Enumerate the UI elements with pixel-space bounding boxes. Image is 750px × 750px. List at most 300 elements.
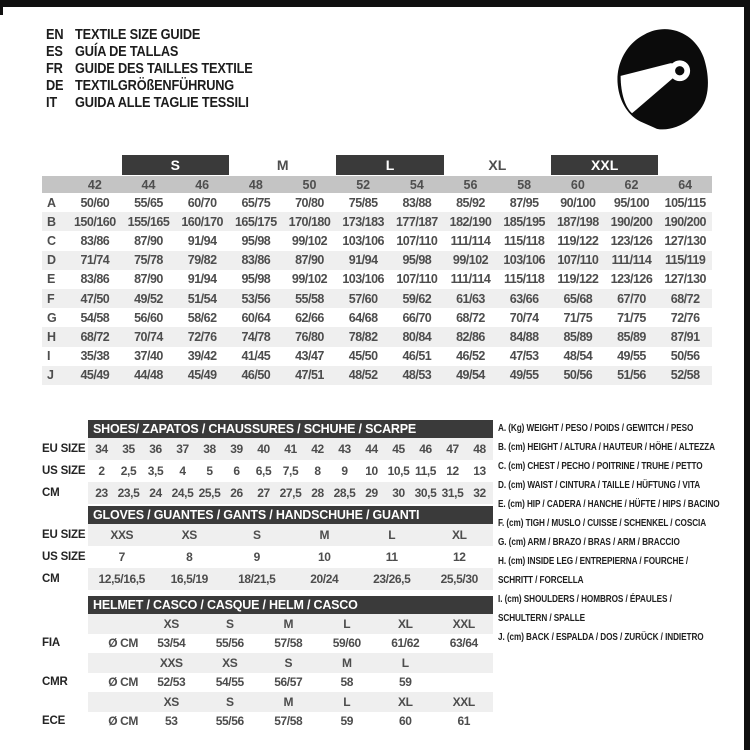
section-title: HELMET / CASCO / CASQUE / HELM / CASCO [88, 596, 493, 614]
cell-value: 36 [142, 438, 169, 460]
size-table-row [42, 251, 712, 270]
size-value: 68/72 [670, 291, 700, 306]
legend-line: E. (cm) HIP / CADERA / HANCHE / HÜFTE / HIPS / BACINO [498, 498, 720, 510]
cell-value: 5 [206, 464, 213, 478]
size-value: 66/70 [402, 310, 432, 325]
size-value: 103/106 [342, 272, 384, 287]
row-label: US SIZE [42, 465, 86, 477]
section-header-row [42, 420, 493, 438]
size-value: 61/63 [456, 291, 485, 306]
cell-value: 11,5 [414, 464, 437, 478]
size-group-s: S [122, 155, 229, 175]
cell-value: 45 [385, 438, 412, 460]
cell-value: 12,5/16,5 [88, 568, 156, 590]
size-value: 155/165 [127, 214, 170, 229]
legend-item [498, 476, 748, 495]
legend-item [498, 590, 748, 628]
language-list [46, 27, 253, 112]
helmet-size-label: M [318, 653, 377, 673]
size-value: 65/68 [563, 291, 593, 306]
cell-value: 25,5/30 [426, 568, 494, 590]
cell-value: L [358, 524, 426, 546]
size-value: 83/88 [402, 195, 432, 210]
cell-value: 16,5/19 [156, 568, 224, 590]
size-value: 91/94 [348, 253, 378, 268]
table-row [42, 482, 493, 504]
cell-value: 8 [186, 550, 193, 564]
helmet-value: 52/53 [157, 675, 186, 690]
section-title: SHOES/ ZAPATOS / CHAUSSURES / SCHUHE / SCARPE [88, 420, 493, 438]
size-value: 115/119 [665, 253, 706, 268]
size-value: 87/90 [134, 272, 163, 287]
helmet-value-row [42, 673, 493, 693]
helmet-section [42, 596, 493, 731]
row-letter: F [47, 291, 55, 306]
language-code: IT [46, 95, 57, 111]
cell-value: 27 [250, 482, 277, 504]
size-value: 173/183 [342, 214, 384, 229]
size-value: 87/90 [295, 253, 324, 268]
cell-value: 38 [196, 438, 223, 460]
legend-item [498, 628, 748, 647]
size-table-row [42, 193, 712, 212]
size-value: 84/88 [509, 329, 539, 344]
row-letter: A [47, 195, 57, 210]
size-value: 68/72 [80, 329, 110, 344]
size-value: 190/200 [610, 214, 653, 229]
size-value: 56/60 [134, 310, 163, 325]
size-table-row [42, 366, 712, 385]
size-column-header: 42 [87, 177, 102, 192]
size-table [42, 154, 712, 385]
size-group-m: M [276, 157, 289, 173]
section-header-row [42, 596, 493, 614]
helmet-size-label: XS [142, 614, 201, 634]
size-value: 60/64 [241, 310, 271, 325]
cell-value: 32 [466, 482, 493, 504]
helmet-size-label: L [318, 614, 377, 634]
legend-line: C. (cm) CHEST / PECHO / POITRINE / TRUHE / PETTO [498, 460, 703, 472]
helmet-value: 54/55 [215, 675, 244, 690]
helmet-value: 55/56 [215, 714, 244, 729]
helmet-value: 59 [340, 714, 354, 729]
size-value: 170/180 [288, 214, 331, 229]
cell-value: 20/24 [291, 568, 359, 590]
cell-value: 44 [358, 438, 385, 460]
helmet-size-label: XS [201, 653, 260, 673]
spacer [88, 692, 142, 712]
size-value: 70/80 [295, 195, 324, 210]
size-value: 71/74 [80, 253, 110, 268]
size-value: 45/49 [80, 368, 110, 383]
legend-line: SCHULTERN / SPALLE [498, 612, 586, 624]
size-value: 107/110 [557, 253, 599, 268]
cell-value: 39 [223, 438, 250, 460]
size-value: 55/58 [295, 291, 324, 306]
size-value: 111/114 [611, 253, 652, 268]
size-value: 50/56 [563, 368, 593, 383]
size-column-header: 58 [517, 177, 532, 192]
legend-line: B. (cm) HEIGHT / ALTURA / HAUTEUR / HÖHE / ALTEZZA [498, 441, 715, 453]
size-value: 75/85 [348, 195, 378, 210]
legend-line: F. (cm) TIGH / MUSLO / CUISSE / SCHENKEL / COSCIA [498, 517, 707, 529]
cell-value: 30 [385, 482, 412, 504]
language-row [46, 61, 253, 78]
helmet-value-row [42, 634, 493, 654]
legend-line: H. (cm) INSIDE LEG / ENTREPIERNA / FOURCHE / [498, 555, 689, 567]
size-value: 177/187 [395, 214, 438, 229]
cell-value: 34 [88, 438, 115, 460]
helmet-size-label: M [259, 614, 318, 634]
table-row [42, 568, 493, 590]
size-value: 79/82 [187, 253, 217, 268]
cell-value: 7,5 [282, 464, 299, 478]
size-value: 64/68 [348, 310, 378, 325]
size-value: 165/175 [234, 214, 277, 229]
cell-value: 8 [314, 464, 321, 478]
size-value: 82/86 [456, 329, 485, 344]
size-value: 83/86 [241, 253, 271, 268]
helmet-value: 53 [164, 714, 178, 729]
size-value: 87/91 [670, 329, 700, 344]
helmet-icon [607, 22, 711, 134]
size-value: 71/75 [563, 310, 593, 325]
helmet-value: 57/58 [274, 636, 303, 651]
size-value: 95/98 [402, 253, 432, 268]
size-table-row [42, 231, 712, 250]
size-value: 85/89 [563, 329, 593, 344]
size-value: 83/86 [80, 272, 110, 287]
cell-value: 10 [365, 464, 378, 478]
cell-value: S [223, 524, 291, 546]
cell-value: M [291, 524, 359, 546]
cell-value: 18/21,5 [223, 568, 291, 590]
cell-value: 29 [358, 482, 385, 504]
helmet-value: 61 [457, 714, 471, 729]
size-value: 46/51 [402, 349, 432, 364]
helmet-size-label: XXS [142, 653, 201, 673]
helmet-value: 60 [398, 714, 412, 729]
size-value: 115/118 [504, 233, 545, 248]
size-value: 190/200 [664, 214, 706, 229]
size-table-row [42, 270, 712, 289]
language-label: TEXTILGRÖßENFÜHRUNG [75, 78, 235, 94]
size-value: 103/106 [503, 253, 545, 268]
size-value: 35/38 [80, 349, 110, 364]
standard-label: ECE [42, 715, 66, 728]
size-value: 111/114 [450, 272, 491, 287]
row-letter: H [47, 329, 57, 344]
cell-value: 31,5 [439, 482, 466, 504]
size-value: 91/94 [187, 233, 217, 248]
cell-value: 10 [317, 550, 331, 564]
size-value: 58/62 [187, 310, 217, 325]
size-value: 51/54 [187, 291, 217, 306]
cell-value: 6 [233, 464, 240, 478]
size-value: 68/72 [456, 310, 485, 325]
size-value: 70/74 [134, 329, 163, 344]
size-value: 83/86 [80, 233, 110, 248]
cell-value: 6,5 [255, 464, 272, 478]
size-value: 48/52 [348, 368, 378, 383]
helmet-value: 59/60 [332, 636, 361, 651]
row-label: CM [42, 487, 60, 499]
cell-value: 43 [331, 438, 358, 460]
language-label: GUÍA DE TALLAS [75, 44, 179, 60]
cell-value: XXS [88, 524, 156, 546]
size-value: 52/58 [670, 368, 700, 383]
helmet-size-label [435, 653, 494, 673]
helmet-size-label: L [318, 692, 377, 712]
size-value: 57/60 [348, 291, 378, 306]
legend-item [498, 514, 748, 533]
language-label: TEXTILE SIZE GUIDE [75, 27, 201, 43]
language-label: GUIDE DES TAILLES TEXTILE [75, 61, 253, 77]
size-value: 41/45 [241, 349, 271, 364]
helmet-size-label: S [201, 614, 260, 634]
cell-value: 28 [304, 482, 331, 504]
cell-value: 10,5 [387, 464, 410, 478]
legend-line: G. (cm) ARM / BRAZO / BRAS / ARM / BRACCIO [498, 536, 680, 548]
legend-item [498, 552, 748, 590]
size-table-row [42, 347, 712, 366]
table-row [42, 546, 493, 568]
language-code: FR [46, 61, 63, 77]
size-value: 160/170 [181, 214, 223, 229]
cell-value: 9 [253, 550, 260, 564]
language-row [46, 44, 253, 61]
size-value: 99/102 [291, 233, 328, 248]
size-value: 54/58 [80, 310, 110, 325]
diameter-label: Ø CM [108, 636, 138, 651]
helmet-size-label: M [259, 692, 318, 712]
helmet-value: 56/57 [274, 675, 303, 690]
cell-value: 47 [439, 438, 466, 460]
legend-line: I. (cm) SHOULDERS / HOMBROS / ÉPAULES / [498, 593, 672, 605]
row-label: US SIZE [42, 551, 86, 563]
legend-line: SCHRITT / FORCELLA [498, 574, 584, 586]
size-value: 80/84 [402, 329, 432, 344]
size-column-header: 46 [195, 177, 210, 192]
language-code: ES [46, 44, 63, 60]
row-label: EU SIZE [42, 443, 86, 455]
cell-value: 24 [142, 482, 169, 504]
cell-value: 7 [118, 550, 125, 564]
gloves-section [42, 506, 493, 590]
legend-line: A. (Kg) WEIGHT / PESO / POIDS / GEWITCH / PESO [498, 422, 694, 434]
cell-value: 42 [304, 438, 331, 460]
size-column-header-row [42, 176, 712, 193]
helmet-size-label: S [201, 692, 260, 712]
size-value: 62/66 [295, 310, 324, 325]
helmet-size-row [42, 614, 493, 634]
size-value: 103/106 [342, 233, 384, 248]
size-value: 85/92 [456, 195, 485, 210]
table-row [42, 438, 493, 460]
page-border-top [0, 0, 750, 7]
size-value: 182/190 [449, 214, 492, 229]
language-row [46, 27, 253, 44]
diameter-label: Ø CM [108, 675, 138, 690]
size-value: 45/49 [187, 368, 217, 383]
size-value: 90/100 [560, 195, 596, 210]
section-title: GLOVES / GUANTES / GANTS / HANDSCHUHE / GUANTI [88, 506, 493, 524]
spacer [88, 614, 142, 634]
size-value: 48/54 [563, 349, 593, 364]
size-value: 49/55 [617, 349, 646, 364]
size-value: 115/118 [504, 272, 545, 287]
size-value: 87/90 [134, 233, 163, 248]
cell-value: 12 [446, 464, 459, 478]
size-value: 44/48 [134, 368, 163, 383]
cell-value: 35 [115, 438, 142, 460]
diameter-label: Ø CM [108, 714, 138, 729]
size-table-row [42, 327, 712, 346]
helmet-value: 61/62 [391, 636, 420, 651]
size-value: 49/54 [456, 368, 485, 383]
size-group-row [42, 154, 712, 176]
size-table-row [42, 289, 712, 308]
helmet-value: 57/58 [274, 714, 303, 729]
size-value: 71/75 [617, 310, 646, 325]
cell-value: 12 [452, 550, 466, 564]
cell-value: 3,5 [147, 464, 164, 478]
size-value: 123/126 [610, 233, 653, 248]
size-value: 67/70 [617, 291, 646, 306]
row-label: CM [42, 573, 60, 585]
language-row [46, 95, 253, 112]
size-column-header: 48 [248, 177, 263, 192]
cell-value: 2 [98, 464, 105, 478]
cell-value: 28,5 [331, 482, 358, 504]
size-value: 50/60 [80, 195, 110, 210]
cell-value: 2,5 [120, 464, 137, 478]
size-value: 119/122 [557, 233, 599, 248]
helmet-size-label: XL [376, 614, 435, 634]
size-value: 59/62 [402, 291, 432, 306]
cell-value: 9 [341, 464, 348, 478]
cell-value: 30,5 [412, 482, 439, 504]
size-value: 74/78 [241, 329, 271, 344]
cell-value: 13 [473, 464, 486, 478]
size-column-header: 54 [409, 177, 424, 192]
size-value: 78/82 [348, 329, 378, 344]
spacer [88, 653, 142, 673]
cell-value: XS [156, 524, 224, 546]
helmet-size-label: XXL [435, 614, 494, 634]
size-value: 51/56 [617, 368, 646, 383]
row-letter: D [47, 253, 57, 268]
row-letter: E [47, 272, 56, 287]
size-value: 107/110 [396, 233, 438, 248]
size-value: 107/110 [396, 272, 438, 287]
size-value: 95/98 [241, 233, 271, 248]
size-value: 53/56 [241, 291, 271, 306]
size-value: 47/53 [509, 349, 539, 364]
size-value: 95/98 [241, 272, 271, 287]
helmet-size-label: L [376, 653, 435, 673]
cell-value: 24,5 [169, 482, 196, 504]
size-value: 37/40 [134, 349, 163, 364]
row-letter: G [47, 310, 57, 325]
size-group-l: L [336, 155, 443, 175]
size-column-header: 44 [141, 177, 156, 192]
legend-line: D. (cm) WAIST / CINTURA / TAILLE / HÜFTUNG / VITA [498, 479, 701, 491]
size-value: 187/198 [556, 214, 599, 229]
size-table-row [42, 308, 712, 327]
size-column-header: 52 [356, 177, 371, 192]
language-label: GUIDA ALLE TAGLIE TESSILI [75, 95, 249, 111]
cell-value: 46 [412, 438, 439, 460]
size-value: 150/160 [73, 214, 116, 229]
cell-value: 4 [179, 464, 186, 478]
row-label: EU SIZE [42, 529, 86, 541]
cell-value: 48 [466, 438, 493, 460]
size-value: 65/75 [241, 195, 271, 210]
table-row [42, 460, 493, 482]
size-column-header: 50 [302, 177, 317, 192]
cell-value: 40 [250, 438, 277, 460]
size-value: 47/51 [295, 368, 324, 383]
helmet-size-row [42, 692, 493, 712]
size-value: 46/52 [456, 349, 485, 364]
size-table-row [42, 212, 712, 231]
cell-value: 27,5 [277, 482, 304, 504]
size-value: 55/65 [134, 195, 163, 210]
legend-item [498, 419, 748, 438]
size-value: 72/76 [187, 329, 217, 344]
cell-value: 23/26,5 [358, 568, 426, 590]
size-value: 43/47 [295, 349, 324, 364]
size-value: 91/94 [187, 272, 217, 287]
size-value: 70/74 [509, 310, 539, 325]
size-value: 119/122 [557, 272, 599, 287]
helmet-size-label: XL [376, 692, 435, 712]
legend-item [498, 495, 748, 514]
cell-value: 11 [385, 550, 398, 564]
size-value: 85/89 [617, 329, 646, 344]
size-value: 45/50 [348, 349, 378, 364]
section-header-row [42, 506, 493, 524]
row-letter: I [47, 349, 51, 364]
size-group-xxl: XXL [551, 155, 658, 175]
size-column-header: 62 [624, 177, 639, 192]
size-value: 48/53 [402, 368, 432, 383]
helmet-value: 53/54 [157, 636, 186, 651]
legend-line: J. (cm) BACK / ESPALDA / DOS / ZURÜCK / INDIETRO [498, 631, 704, 643]
row-letter: B [47, 214, 57, 229]
size-value: 99/102 [452, 253, 489, 268]
table-row [42, 524, 493, 546]
helmet-value [435, 673, 494, 693]
size-value: 72/76 [670, 310, 700, 325]
size-value: 123/126 [610, 272, 653, 287]
size-value: 127/130 [664, 272, 706, 287]
size-value: 49/55 [509, 368, 539, 383]
size-value: 63/66 [509, 291, 539, 306]
language-row [46, 78, 253, 95]
standard-label: FIA [42, 637, 60, 650]
size-value: 87/95 [509, 195, 539, 210]
helmet-size-row [42, 653, 493, 673]
row-letter: J [47, 368, 54, 383]
legend-item [498, 457, 748, 476]
size-value: 60/70 [187, 195, 217, 210]
helmet-size-label: S [259, 653, 318, 673]
standard-label: CMR [42, 676, 68, 689]
page-border-left [0, 0, 3, 15]
size-value: 185/195 [503, 214, 545, 229]
